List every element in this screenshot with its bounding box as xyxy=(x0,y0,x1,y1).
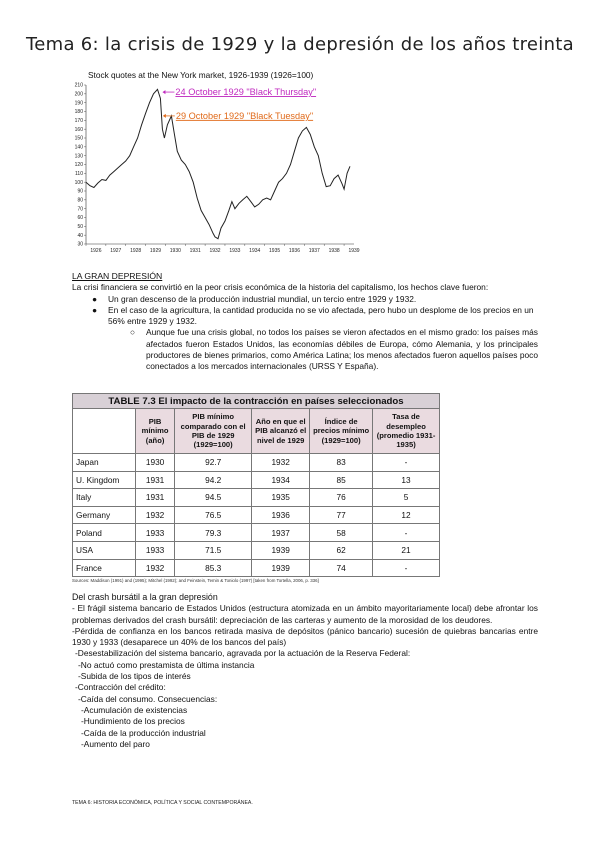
table-header-cell: Año en que el PIB alcanzó el nivel de 1929 xyxy=(252,409,310,454)
table-cell: 1932 xyxy=(252,454,310,472)
y-tick-label: 180 xyxy=(74,109,83,116)
x-tick-label: 1937 xyxy=(308,248,320,254)
table-country-cell: U. Kingdom xyxy=(73,471,136,489)
text-line: -Pérdida de confianza en los bancos retirada masiva de depósitos (pánico bancario) sucesión de quiebras bancarias entre 1930 y 1933 (desaparece un 40% de los bancos del país) xyxy=(72,625,538,648)
y-tick-label: 80 xyxy=(77,197,83,204)
x-tick-label: 1928 xyxy=(130,248,142,254)
section-lines xyxy=(72,603,538,750)
table-cell: 1931 xyxy=(136,489,175,507)
table-cell: - xyxy=(373,524,440,542)
x-tick-label: 1934 xyxy=(249,248,261,254)
section-gran-depresion xyxy=(72,271,538,373)
table-cell: 79.3 xyxy=(175,524,252,542)
table-header-cell xyxy=(73,409,136,454)
page-footer: TEMA 6: HISTORIA ECONÓMICA, POLÍTICA Y SOCIAL CONTEMPORÁNEA. xyxy=(72,800,253,806)
table-row xyxy=(73,524,440,542)
table-header-cell: PIB mínimo comparado con el PIB de 1929 (1929=100) xyxy=(175,409,252,454)
table-cell: 94.2 xyxy=(175,471,252,489)
table-title: TABLE 7.3 El impacto de la contracción en países seleccionados xyxy=(73,394,440,409)
table-country-cell: France xyxy=(73,559,136,577)
x-tick-label: 1936 xyxy=(288,248,301,254)
text-line: -Contracción del crédito: xyxy=(75,682,166,693)
table-row xyxy=(73,541,440,559)
table-cell: 1939 xyxy=(252,541,310,559)
table-country-cell: USA xyxy=(73,541,136,559)
y-tick-label: 90 xyxy=(77,188,83,195)
annotation-label: 24 October 1929 "Black Thursday" xyxy=(175,87,317,98)
annotation-arrowhead-icon xyxy=(162,90,165,94)
page-title: Tema 6: la crisis de 1929 y la depresión de los años treinta xyxy=(26,34,574,55)
bullet-text: Un gran descenso de la producción industrial mundial, un tercio entre 1929 y 1932. xyxy=(108,293,417,304)
table-cell: 74 xyxy=(310,559,373,577)
x-tick-label: 1933 xyxy=(229,248,241,254)
table-cell: 1939 xyxy=(252,559,310,577)
table-cell: 77 xyxy=(310,506,373,524)
table-header-cell: Tasa de desempleo (promedio 1931-1935) xyxy=(373,409,440,454)
table-cell: 1936 xyxy=(252,506,310,524)
annotation-label: 29 October 1929 "Black Tuesday" xyxy=(175,110,314,121)
x-tick-label: 1927 xyxy=(110,248,122,254)
section-crash xyxy=(72,592,538,750)
y-tick-label: 100 xyxy=(74,179,83,186)
bullet-dot-icon: ● xyxy=(92,304,98,315)
table-cell: 5 xyxy=(373,489,440,507)
chart-title: Stock quotes at the New York market, 1926-1939 (1926=100) xyxy=(88,70,314,80)
y-tick-label: 160 xyxy=(74,126,83,133)
x-tick-label: 1929 xyxy=(149,248,162,254)
y-tick-label: 120 xyxy=(74,162,83,169)
bullet-dot-icon: ● xyxy=(92,293,98,304)
table-cell: 76.5 xyxy=(175,506,252,524)
y-tick-label: 210 xyxy=(74,82,83,89)
text-line: -No actuó como prestamista de última instancia xyxy=(78,659,255,670)
bullet-item xyxy=(72,294,538,305)
y-tick-label: 110 xyxy=(75,171,83,178)
table-country-cell: Italy xyxy=(73,489,136,507)
y-tick-label: 70 xyxy=(77,206,83,213)
sub-bullet-item xyxy=(72,327,538,372)
x-tick-label: 1935 xyxy=(269,248,281,254)
text-line: -Acumulación de existencias xyxy=(81,704,188,715)
section-heading: LA GRAN DEPRESIÓN xyxy=(72,271,163,281)
table-header-row xyxy=(73,409,440,454)
x-tick-label: 1931 xyxy=(189,248,201,254)
text-line: -Caída del consumo. Consecuencias: xyxy=(78,693,218,704)
table-row xyxy=(73,489,440,507)
bullet-item xyxy=(72,305,538,328)
section-heading: Del crash bursátil a la gran depresión xyxy=(72,592,218,602)
table-cell: 1932 xyxy=(136,506,175,524)
table-cell: 85.3 xyxy=(175,559,252,577)
table-cell: 71.5 xyxy=(175,541,252,559)
table-row xyxy=(73,559,440,577)
table-row xyxy=(73,506,440,524)
table-cell: 21 xyxy=(373,541,440,559)
table-cell: 92.7 xyxy=(175,454,252,472)
annotation-arrowhead-icon xyxy=(163,114,166,118)
table-cell: 13 xyxy=(373,471,440,489)
y-tick-label: 50 xyxy=(77,224,83,231)
table-row xyxy=(73,454,440,472)
table-cell: 1933 xyxy=(136,524,175,542)
table-country-cell: Japan xyxy=(73,454,136,472)
x-tick-label: 1939 xyxy=(348,248,360,254)
table-source: Sources: Maddison (1991) and (1995); Mitchel (1992); and Feinstein, Temin & Toniolo (1997) [taken from Tortella, 2006, p. 336] xyxy=(72,578,319,584)
x-tick-label: 1926 xyxy=(90,248,102,254)
table-header-cell: Índice de precios mínimo (1929=100) xyxy=(310,409,373,454)
text-line: -Hundimiento de los precios xyxy=(81,716,185,727)
table-cell: 1931 xyxy=(136,471,175,489)
impact-table xyxy=(72,393,440,577)
x-tick-label: 1938 xyxy=(328,248,340,254)
stock-chart xyxy=(72,68,362,264)
bullet-circle-icon: ○ xyxy=(130,327,136,338)
y-tick-label: 150 xyxy=(74,135,83,142)
table-header-cell: PIB mínimo (año) xyxy=(136,409,175,454)
table-cell: - xyxy=(373,454,440,472)
y-tick-label: 190 xyxy=(74,100,83,107)
y-tick-label: 40 xyxy=(77,232,83,239)
y-tick-label: 60 xyxy=(77,215,83,222)
x-tick-label: 1930 xyxy=(169,248,181,254)
sub-bullet-text: Aunque fue una crisis global, no todos los países se vieron afectados en el mismo grado: los países más afectados fueron Estados Unidos, las economías débiles de Europa, cómo Alemania, y los principales productores de bienes primarios, como América Latina; los menos afectados fueron aquellos países poco conectados a los mercados internacionales (URSS Y España). xyxy=(146,327,538,372)
table-cell: 76 xyxy=(310,489,373,507)
text-line: -Caída de la producción industrial xyxy=(81,727,206,738)
table-cell: 1930 xyxy=(136,454,175,472)
table-cell: 1932 xyxy=(136,559,175,577)
table-row xyxy=(73,471,440,489)
table-cell: 1935 xyxy=(252,489,310,507)
text-line: - El frágil sistema bancario de Estados Unidos (estructura atomizada en un ámbito mayoritariamente local) debe afrontar los problemas derivados del crash bursátil: depreciación de las carteras y aumento de la morosidad de los deudores. xyxy=(72,603,538,625)
text-line: -Aumento del paro xyxy=(81,738,150,749)
table-cell: 1937 xyxy=(252,524,310,542)
table-country-cell: Poland xyxy=(73,524,136,542)
table-cell: 58 xyxy=(310,524,373,542)
table-country-cell: Germany xyxy=(73,506,136,524)
impact-table-block xyxy=(72,393,440,583)
table-cell: 83 xyxy=(310,454,373,472)
table-cell: 12 xyxy=(373,506,440,524)
table-cell: 1934 xyxy=(252,471,310,489)
text-line: -Desestabilización del sistema bancario, agravada por la actuación de la Reserva Federal: xyxy=(75,648,411,659)
y-tick-label: 140 xyxy=(74,144,83,151)
x-tick-label: 1932 xyxy=(209,248,221,254)
table-cell: 85 xyxy=(310,471,373,489)
bullet-text: En el caso de la agricultura, la cantidad producida no se vio afectada, pero hubo un desplome de los precios en un 56% entre 1929 y 1932. xyxy=(108,304,534,327)
y-tick-label: 170 xyxy=(74,118,83,125)
y-tick-label: 130 xyxy=(74,153,83,160)
stock-chart-svg xyxy=(72,68,362,264)
table-body xyxy=(73,454,440,577)
table-cell: - xyxy=(373,559,440,577)
y-tick-label: 30 xyxy=(77,241,83,248)
table-cell: 62 xyxy=(310,541,373,559)
y-tick-label: 200 xyxy=(74,91,83,98)
table-cell: 94.5 xyxy=(175,489,252,507)
text-line: -Subida de los tipos de interés xyxy=(78,671,191,682)
table-cell: 1933 xyxy=(136,541,175,559)
section-intro: La crisi financiera se convirtió en la peor crisis económica de la historia del capitalismo, los hechos clave fueron: xyxy=(72,282,489,293)
